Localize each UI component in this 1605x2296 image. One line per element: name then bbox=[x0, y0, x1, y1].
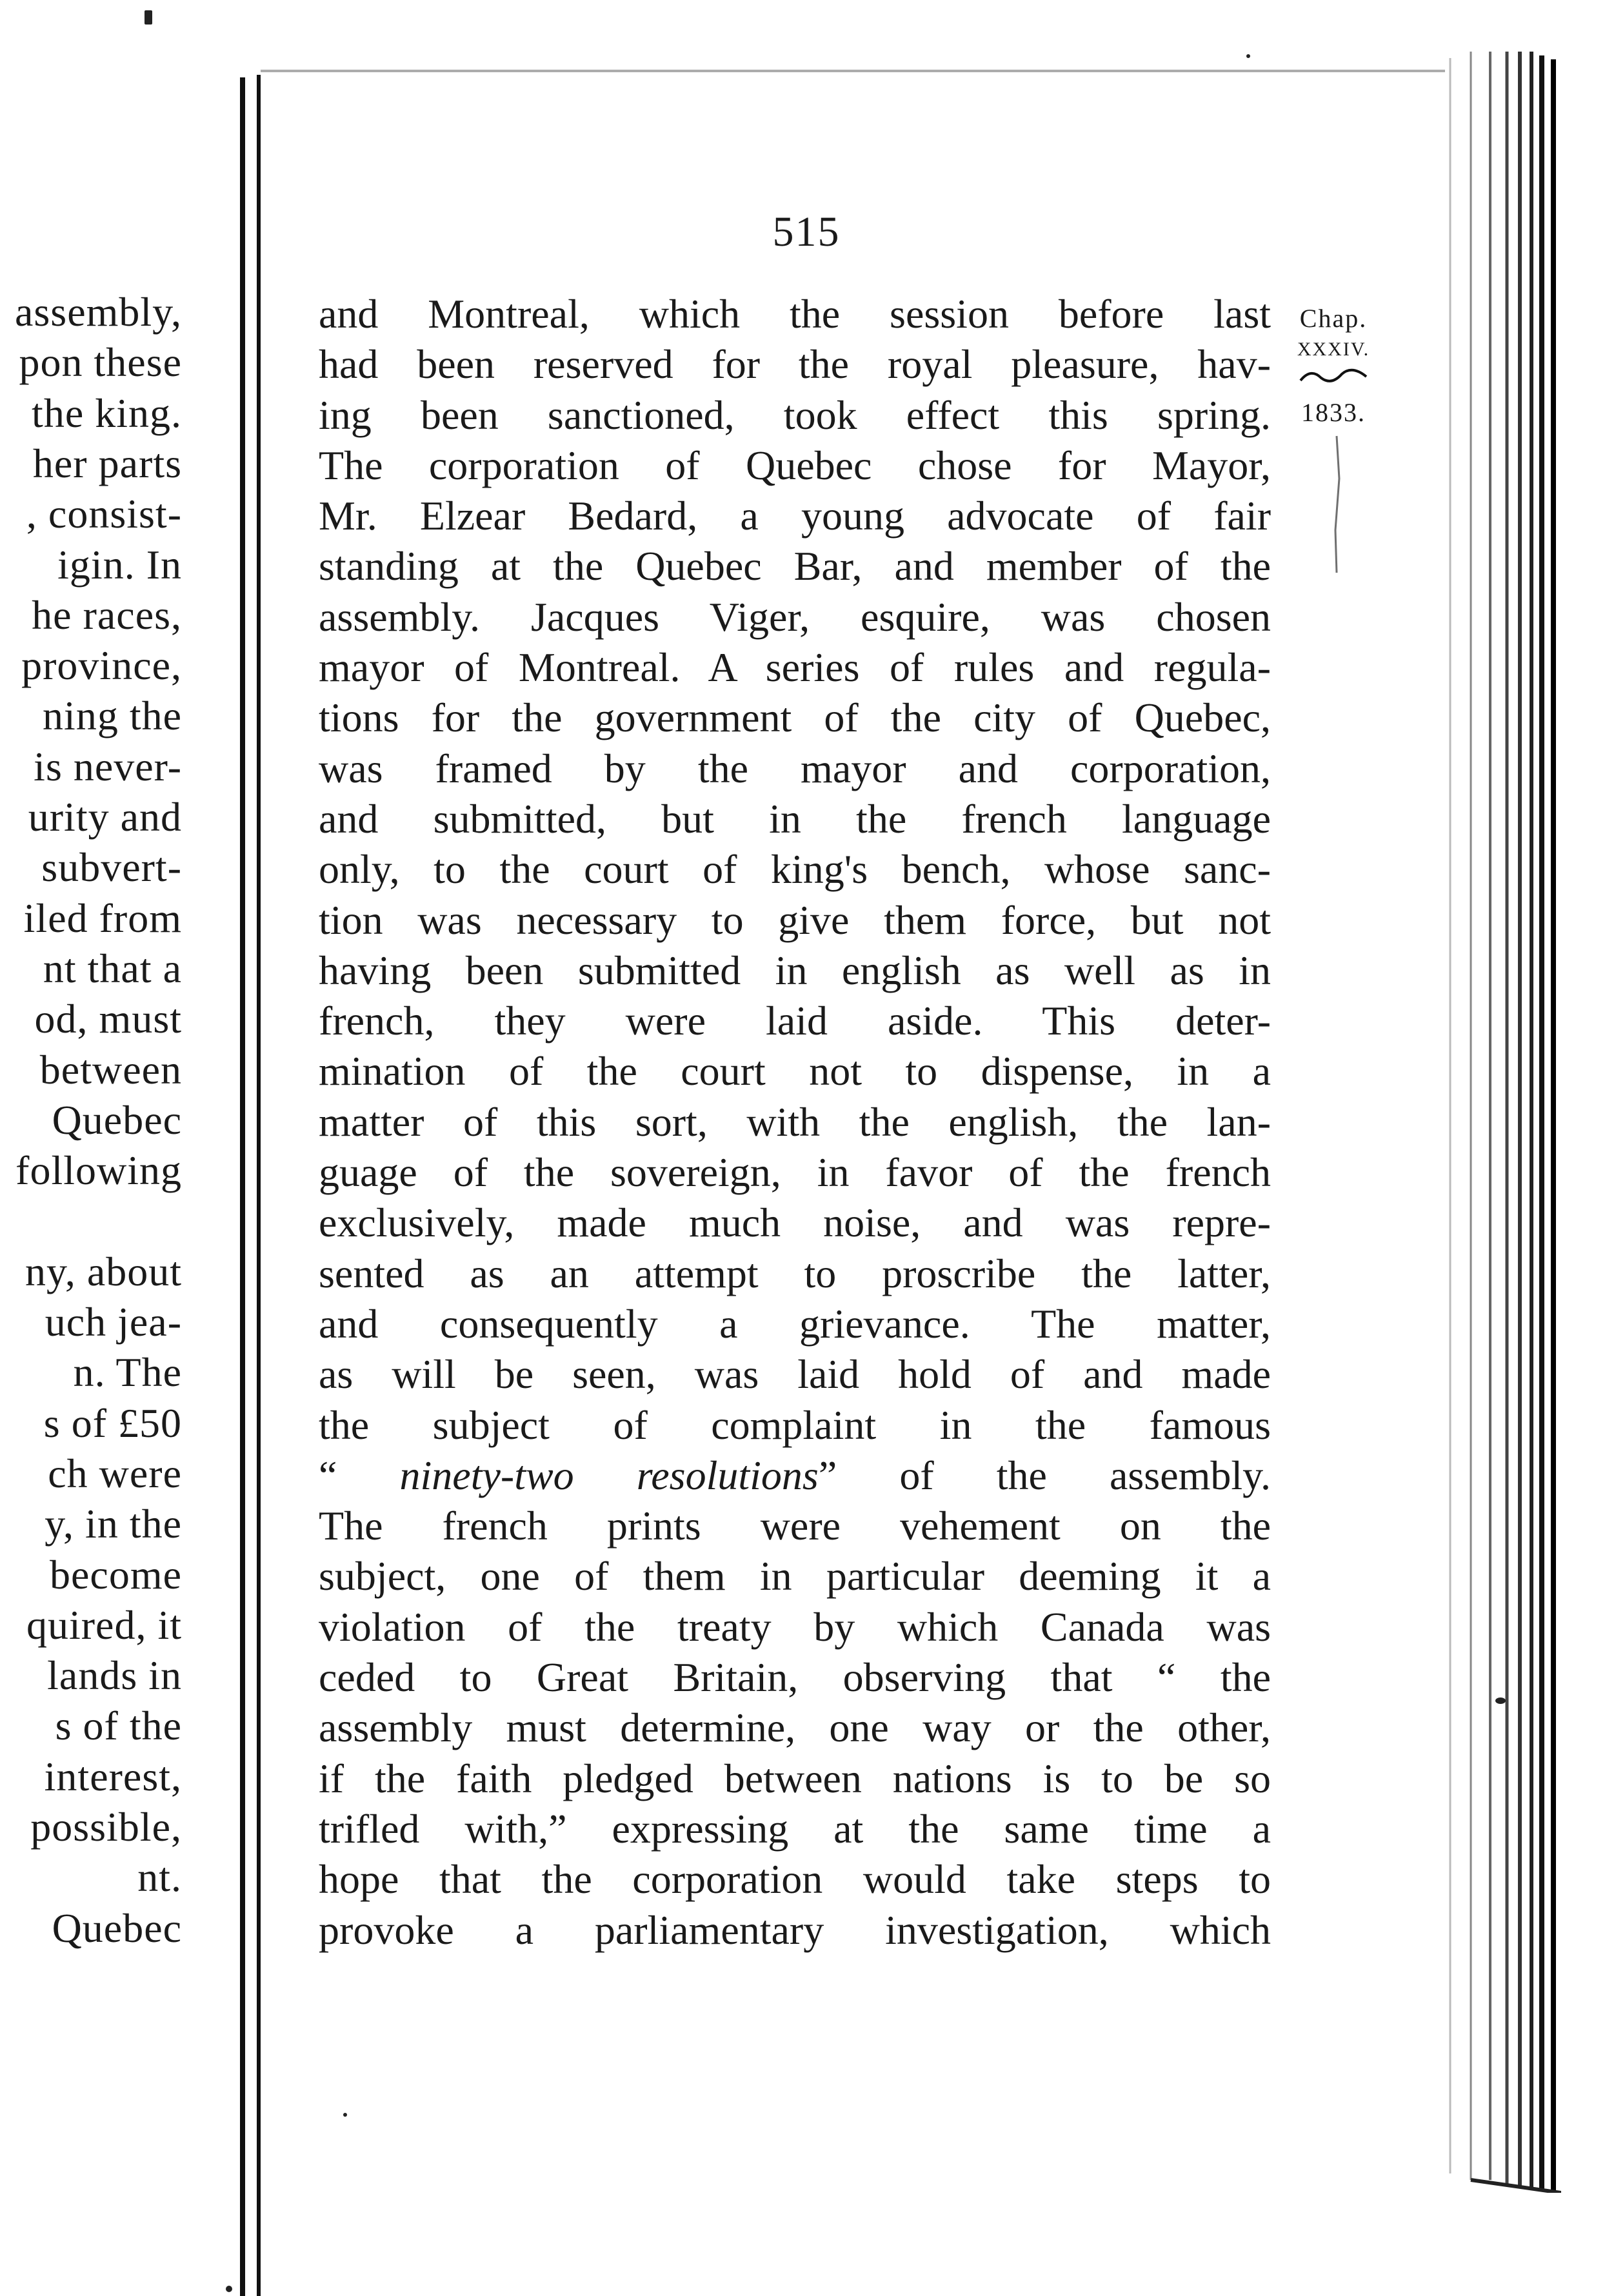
margin-chapter-number: XXXIV. bbox=[1297, 339, 1370, 360]
body-line: exclusively, made much noise, and was repre- bbox=[319, 1200, 1271, 1246]
body-line: tions for the government of the city of Quebec, bbox=[319, 695, 1271, 741]
body-line: mayor of Montreal. A series of rules and regula- bbox=[319, 644, 1271, 691]
body-line: had been reserved for the royal pleasure, hav- bbox=[319, 341, 1271, 388]
body-line: assembly. Jacques Viger, esquire, was chosen bbox=[319, 593, 1271, 640]
left-page-line: ning the bbox=[43, 693, 182, 739]
body-line: and Montreal, which the session before last bbox=[319, 291, 1271, 337]
body-line: french, they were laid aside. This deter- bbox=[319, 998, 1271, 1044]
page-stack-edges bbox=[1445, 52, 1561, 2193]
body-line: was framed by the mayor and corporation, bbox=[319, 745, 1271, 791]
margin-year: 1833. bbox=[1301, 398, 1366, 427]
left-page-line: s of £50 bbox=[43, 1400, 182, 1446]
body-line: guage of the sovereign, in favor of the french bbox=[319, 1149, 1271, 1196]
body-line: The corporation of Quebec chose for Mayor, bbox=[319, 442, 1271, 488]
top-edge-shadow bbox=[261, 70, 1448, 72]
left-page-line: nt. bbox=[137, 1854, 182, 1901]
line-rest: ” of the assembly. bbox=[818, 1452, 1271, 1498]
scan-speck bbox=[1495, 1697, 1506, 1704]
margin-brace-flourish bbox=[1298, 362, 1369, 388]
left-page-line: ny, about bbox=[25, 1248, 182, 1294]
body-line: Mr. Elzear Bedard, a young advocate of fair bbox=[319, 493, 1271, 539]
left-page-line: interest, bbox=[44, 1753, 182, 1799]
margin-chapter: Chap. bbox=[1299, 304, 1368, 333]
left-page-line: od, must bbox=[34, 996, 182, 1042]
left-facing-page bbox=[0, 67, 244, 2260]
body-line: trifled with,” expressing at the same time a bbox=[319, 1805, 1271, 1852]
left-page-line: her parts bbox=[32, 440, 182, 486]
left-page-line: iled from bbox=[23, 895, 182, 941]
body-line: and submitted, but in the french language bbox=[319, 795, 1271, 842]
left-page-line: Quebec bbox=[52, 1096, 182, 1143]
body-line: hope that the corporation would take steps to bbox=[319, 1856, 1271, 1903]
margin-ink-mark bbox=[1328, 433, 1353, 575]
left-page-line: between bbox=[39, 1046, 182, 1093]
body-line: matter of this sort, with the english, the lan- bbox=[319, 1098, 1271, 1145]
left-page-line: ch were bbox=[48, 1450, 182, 1496]
body-line bbox=[319, 1450, 1271, 1501]
body-line: mination of the court not to dispense, in a bbox=[319, 1048, 1271, 1094]
body-line: The french prints were vehement on the bbox=[319, 1503, 1271, 1549]
body-line: if the faith pledged between nations is to be so bbox=[319, 1755, 1271, 1801]
left-page-line: following bbox=[15, 1147, 182, 1194]
body-line: sented as an attempt to proscribe the latter, bbox=[319, 1250, 1271, 1296]
body-line: subject, one of them in particular deeming it a bbox=[319, 1553, 1271, 1599]
left-page-line: nt that a bbox=[43, 945, 182, 991]
left-page-line: igin. In bbox=[57, 541, 182, 588]
left-page-line: uch jea- bbox=[45, 1299, 182, 1345]
gutter-rule bbox=[257, 75, 261, 2296]
left-page-line: pon these bbox=[19, 339, 182, 386]
left-page-line: urity and bbox=[28, 794, 182, 840]
left-page-line: , consist- bbox=[26, 491, 182, 537]
body-line: violation of the treaty by which Canada was bbox=[319, 1603, 1271, 1650]
body-line: the subject of complaint in the famous bbox=[319, 1401, 1271, 1448]
left-page-edge-rule bbox=[240, 77, 245, 2296]
body-line: only, to the court of king's bench, whose sanc- bbox=[319, 846, 1271, 893]
body-line: tion was necessary to give them force, but not bbox=[319, 896, 1271, 943]
left-page-line: quired, it bbox=[26, 1601, 182, 1648]
body-line: as will be seen, was laid hold of and made bbox=[319, 1351, 1271, 1398]
left-page-line: s of the bbox=[55, 1703, 182, 1749]
left-page-line: he races, bbox=[32, 591, 182, 638]
body-line: ing been sanctioned, took effect this spring. bbox=[319, 391, 1271, 438]
scan-speck bbox=[226, 2286, 232, 2292]
left-page-line: n. The bbox=[73, 1349, 182, 1396]
left-page-line: possible, bbox=[30, 1804, 182, 1850]
left-page-line: the king. bbox=[32, 390, 182, 436]
body-line: having been submitted in english as well as in bbox=[319, 947, 1271, 993]
italic-title: ninety-two resolutions bbox=[399, 1452, 819, 1498]
scan-speck bbox=[343, 2113, 347, 2117]
scan-speck bbox=[145, 10, 152, 25]
left-page-line: subvert- bbox=[41, 844, 182, 891]
left-page-line: become bbox=[50, 1551, 182, 1598]
body-line: provoke a parliamentary investigation, which bbox=[319, 1906, 1271, 1953]
body-line: ceded to Great Britain, observing that “ the bbox=[319, 1654, 1271, 1701]
body-line: assembly must determine, one way or the other, bbox=[319, 1705, 1271, 1751]
margin-note bbox=[1291, 301, 1375, 575]
body-line: and consequently a grievance. The matter, bbox=[319, 1300, 1271, 1347]
body-line: standing at the Quebec Bar, and member of the bbox=[319, 543, 1271, 589]
body-text bbox=[319, 289, 1271, 1955]
left-page-line: assembly, bbox=[14, 289, 182, 335]
left-page-line: lands in bbox=[47, 1652, 182, 1699]
page-number: 515 bbox=[772, 208, 841, 255]
scan-speck bbox=[1246, 54, 1250, 58]
left-page-line: y, in the bbox=[45, 1501, 182, 1547]
open-quote: “ bbox=[319, 1452, 400, 1498]
left-page-line: Quebec bbox=[52, 1905, 182, 1951]
left-page-line: is never- bbox=[34, 743, 182, 789]
left-page-line: province, bbox=[21, 642, 182, 689]
